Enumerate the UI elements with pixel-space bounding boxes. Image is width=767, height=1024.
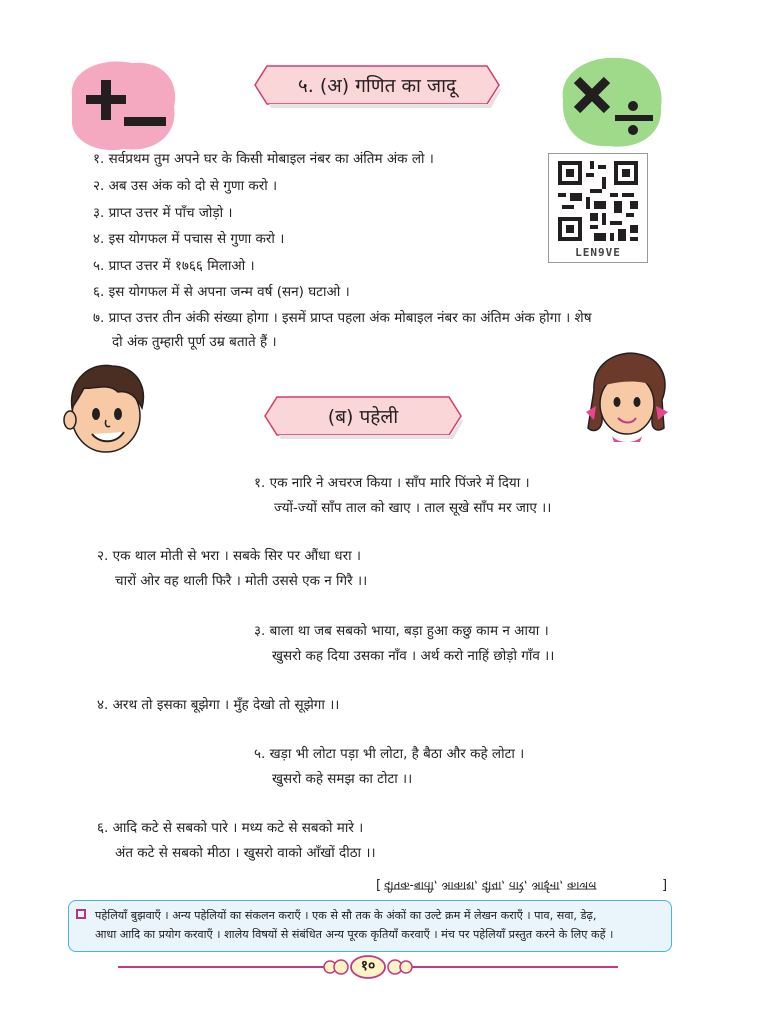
riddle-5-line-1: ५. खड़ा भी लोटा पड़ा भी लोटा, है बैठा और कहे लोटा ।: [254, 746, 525, 762]
riddle-1-line-1: १. एक नारि ने अचरज किया । साँप मारि पिंजरे में दिया ।: [254, 475, 530, 491]
riddle-1-line-2: ज्यों-ज्यों साँप ताल को खाए । ताल सूखे साँप मर जाए ।।: [274, 500, 552, 516]
riddle-4-line-1: ४. अरथ तो इसका बूझेगा । मुँह देखो तो सूझेगा ।।: [97, 697, 340, 713]
plus-minus-icon: [62, 55, 182, 155]
checkbox-bullet-icon: [76, 909, 86, 919]
page-number: १०: [360, 958, 376, 974]
riddle-2-line-2: चारों ओर वह थाली फिरै । मोती उससे एक न गिरै ।।: [115, 573, 368, 589]
teacher-note-box: [68, 900, 672, 952]
step-2: २. अब उस अंक को दो से गुणा करो ।: [93, 178, 278, 194]
section-a-title: ५. (अ) गणित का जादू: [253, 62, 501, 108]
section-b-title: (ब) पहेली: [263, 393, 463, 439]
riddle-2-line-1: २. एक थाल मोती से भरा । सबके सिर पर औंधा धरा ।: [97, 548, 361, 564]
step-5: ५. प्राप्त उत्तर में १७६६ मिलाओ ।: [93, 258, 255, 274]
riddle-6-line-2: अंत कटे से सबको मीठा । खुसरो वाको आँखों दीठा ।।: [115, 845, 376, 861]
qr-code-icon: [554, 157, 642, 245]
riddle-3-line-2: खुसरो कह दिया उसका नाँव । अर्थ करो नाहिं छोड़ो गाँव ।।: [272, 648, 555, 664]
step-7-continued: दो अंक तुम्हारी पूर्ण उम्र बताते हैं ।: [112, 334, 277, 350]
qr-code-label: LEN9VE: [575, 246, 621, 259]
multiply-divide-icon: [555, 52, 667, 152]
riddle-answers-inverted: दीपक-बाती, आकाश, दीया, तारे, आईना, काजल: [384, 879, 597, 893]
girl-face-illustration: [582, 350, 672, 450]
qr-code[interactable]: [548, 153, 648, 263]
riddle-5-line-2: खुसरो कहे समझ का टोटा ।।: [272, 771, 413, 787]
step-6: ६. इस योगफल में से अपना जन्म वर्ष (सन) घटाओ ।: [93, 284, 350, 300]
teacher-note-line-1: पहेलियाँ बुझवाएँ । अन्य पहेलियों का संकलन कराएँ । एक से सौ तक के अंकों का उल्टे क्रम में लेखन कराएँ । पाव, सवा, डेढ़,: [95, 909, 597, 922]
riddle-3-line-1: ३. बाला था जब सबको भाया, बड़ा हुआ कछु काम न आया ।: [254, 623, 549, 639]
answers-bracket-open: [: [376, 878, 382, 893]
answers-bracket-close: ]: [662, 878, 668, 893]
step-4: ४. इस योगफल में पचास से गुणा करो ।: [93, 231, 285, 247]
boy-face-illustration: [62, 360, 150, 456]
teacher-note-line-2: आधा आदि का प्रयोग करवाएँ । शालेय विषयों से संबंधित अन्य पूरक कृतियाँ करवाएँ । मंच पर पहेलियाँ प्रस्तुत करने के लिए कहें ।: [95, 928, 614, 941]
step-7: ७. प्राप्त उत्तर तीन अंकी संख्या होगा । इसमें प्राप्त पहला अंक मोबाइल नंबर का अंतिम अंक होगा । शेष: [93, 310, 592, 326]
step-1: १. सर्वप्रथम तुम अपने घर के किसी मोबाइल नंबर का अंतिम अंक लो ।: [93, 151, 434, 167]
step-3: ३. प्राप्त उत्तर में पाँच जोड़ो ।: [93, 205, 233, 221]
riddle-6-line-1: ६. आदि कटे से सबको पारे । मध्य कटे से सबको मारे ।: [97, 820, 364, 836]
